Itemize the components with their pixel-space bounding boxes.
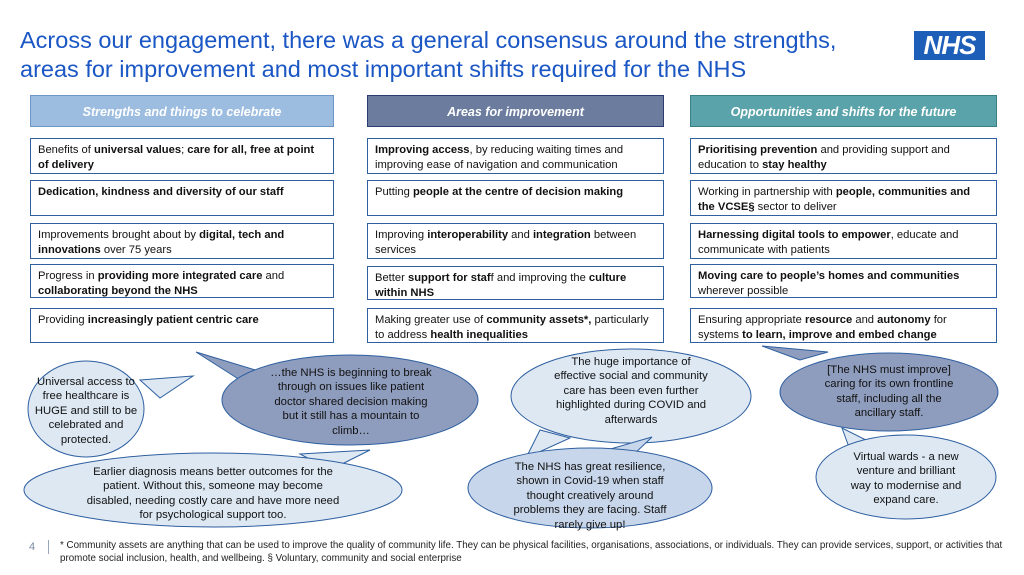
page-number: 4 — [29, 541, 36, 553]
card-text: wherever possible — [698, 284, 789, 297]
quote-text: [The NHS must improve] caring for its own frontline staff, including all the ancillary staff. — [824, 364, 954, 420]
page-title: Across our engagement, there was a general consensus around the strengths, areas for improvement and most important shifts required for the NHS — [20, 27, 837, 82]
bold-text: Prioritising prevention — [698, 144, 818, 156]
speech-bubble-shape — [762, 346, 828, 360]
bold-text: resource — [804, 314, 853, 326]
quote-text: Universal access to free healthcare is HUGE and still to be celebrated and protected. — [34, 376, 138, 446]
bold-text: providing more integrated care — [97, 270, 263, 282]
card-text: , educate and communicate with patients — [698, 229, 959, 256]
bold-text: to learn, improve and embed change — [742, 328, 937, 341]
bold-text: interoperability — [427, 229, 509, 241]
bold-text: people at the centre of decision making — [412, 186, 624, 198]
card-text: Putting — [375, 186, 413, 198]
bold-text: people, communities and the VCSE§ — [698, 186, 971, 213]
column-header-opportunities: Opportunities and shifts for the future — [690, 95, 997, 127]
bold-text: care for all, free at point of delivery — [38, 144, 315, 171]
card-text: Making greater use of — [375, 314, 487, 326]
bold-text: Harnessing digital tools to empower — [698, 229, 891, 241]
bold-text: stay healthy — [762, 158, 827, 171]
bold-text: collaborating beyond the NHS — [38, 284, 198, 297]
card-text: Ensuring appropriate — [698, 314, 805, 326]
bold-text: integration — [532, 229, 591, 241]
card-text: Improving — [375, 229, 428, 241]
bold-text: health inequalities — [430, 328, 528, 341]
column-header-improvement: Areas for improvement — [367, 95, 664, 127]
card-text: between services — [375, 229, 637, 256]
footnote: * Community assets are anything that can be used to improve the quality of community life. They can be physical facilities, organisations, associations, or individuals. They can provide services, support, or activities that promote social inclusion, health, and wellbeing. § Voluntary, community and social enterprise — [60, 540, 1003, 564]
card-text: Improvements brought about by — [38, 229, 200, 241]
column-header-strengths: Strengths and things to celebrate — [30, 95, 334, 127]
card-text: Working in partnership with — [698, 186, 836, 198]
card-text: for systems — [698, 314, 947, 341]
bold-text: Dedication, kindness and diversity of our staff — [38, 186, 284, 198]
card-text: Progress in — [38, 270, 98, 282]
bold-text: culture within NHS — [375, 272, 627, 299]
bold-text: Moving care to people’s homes and communities — [698, 270, 960, 282]
card-text: Better — [375, 272, 408, 284]
card-text: Providing — [38, 314, 88, 326]
bold-text: universal values — [93, 144, 182, 156]
card-text: , by reducing waiting times and improving ease of navigation and communication — [375, 144, 624, 171]
card-text: ; — [181, 144, 188, 156]
quote-text: Earlier diagnosis means better outcomes for the patient. Without this, someone may become disabled, needing costly care and have more need for psychological support too. — [86, 466, 340, 522]
bold-text: autonomy — [877, 314, 931, 326]
card-text: and — [262, 270, 285, 282]
speech-bubble-shape — [140, 376, 193, 398]
bold-text: community assets*, — [486, 314, 592, 326]
bold-text: digital, tech and innovations — [38, 229, 285, 256]
card-text: and — [852, 314, 878, 326]
card-text: and — [508, 229, 533, 241]
card-text: sector to deliver — [754, 200, 837, 213]
quote-text: The NHS has great resilience, shown in Covid-19 when staff thought creatively around problems they are facing. Staff rarely give up! — [513, 461, 667, 531]
quote-text: Virtual wards - a new venture and brilliant way to modernise and expand care. — [850, 451, 962, 507]
card-text: and providing support and education to — [698, 144, 950, 171]
card-text: over 75 years — [100, 243, 172, 256]
quote-text: …the NHS is beginning to break through on issues like patient doctor shared decision making but it still has a mountain to climb… — [270, 367, 432, 437]
bold-text: support for staf — [407, 272, 491, 284]
card-text: particularly to address — [375, 314, 649, 341]
quote-text: The huge importance of effective social and community care has been even further highlighted during COVID and afterwards — [554, 356, 708, 426]
card-text: Benefits of — [38, 144, 94, 156]
footer-divider — [48, 540, 49, 554]
nhs-logo: NHS — [914, 31, 985, 60]
bold-text: increasingly patient centric care — [87, 314, 259, 326]
bold-text: Improving access — [375, 144, 470, 156]
card-text: f and improving the — [490, 272, 589, 284]
